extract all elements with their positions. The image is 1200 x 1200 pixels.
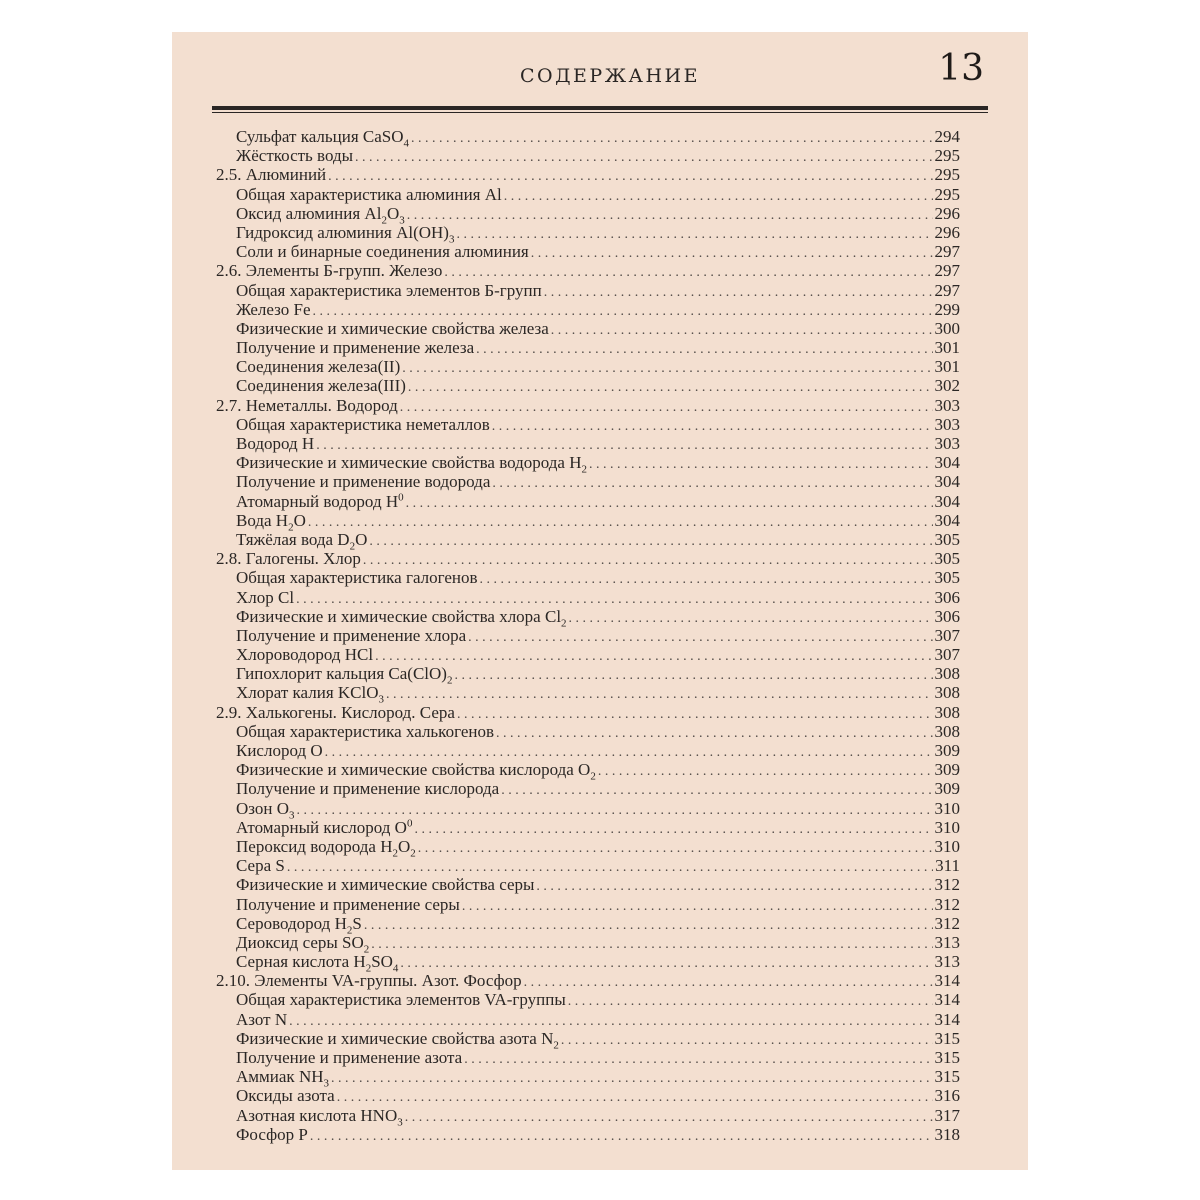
toc-page-number: 308 — [934, 721, 960, 741]
toc-entry-title — [236, 242, 529, 261]
dot-leader — [454, 666, 932, 685]
title-text: Получение и применение азота — [236, 1048, 463, 1067]
header-rule-thick — [212, 106, 988, 110]
dot-leader — [492, 474, 932, 493]
toc-entry — [216, 453, 960, 476]
subscript: 2 — [581, 463, 588, 476]
toc-entry-title — [236, 798, 295, 821]
subscript: 4 — [403, 137, 410, 150]
title-text: Водород H — [236, 434, 315, 453]
toc-entry-title — [236, 319, 549, 338]
title-text: Оксид алюминия Al — [236, 203, 382, 223]
toc-page-number: 294 — [934, 127, 960, 146]
toc-page-number: 314 — [934, 971, 960, 991]
toc-page-number: 304 — [934, 453, 960, 473]
toc-entry — [216, 722, 960, 741]
title-text: Атомарный кислород O — [236, 817, 407, 837]
toc-entry-title — [216, 261, 442, 280]
toc-page-number: 311 — [935, 856, 960, 876]
dot-leader — [406, 494, 933, 513]
dot-leader — [369, 532, 932, 551]
toc-page-number: 318 — [934, 1124, 960, 1144]
toc-entry — [216, 1105, 960, 1128]
toc-entry-title — [236, 741, 323, 760]
toc-entry — [216, 242, 960, 261]
subscript: 2 — [590, 770, 596, 783]
dot-leader — [411, 129, 932, 148]
toc-entry-title — [236, 434, 314, 453]
toc-entry — [216, 281, 960, 300]
toc-entry — [216, 1028, 960, 1052]
toc-page-number: 305 — [934, 549, 960, 569]
toc-entry — [216, 952, 960, 975]
toc-entry-title — [236, 932, 370, 956]
toc-page-number: 297 — [934, 280, 960, 300]
toc-entry-title — [236, 990, 566, 1009]
dot-leader — [414, 820, 932, 839]
dot-leader — [551, 321, 933, 340]
dot-leader — [355, 148, 932, 167]
toc-entry-title — [236, 529, 368, 553]
title-text: Хлорат калия KClO — [236, 683, 379, 703]
toc-entry — [216, 300, 960, 319]
toc-page-number: 309 — [934, 779, 960, 799]
title-text: 2.7. Неметаллы. Водород — [216, 395, 398, 415]
title-text: SO — [371, 952, 393, 972]
title-text: Общая характеристика неметаллов — [236, 414, 490, 434]
toc-entry-title — [236, 203, 405, 227]
toc-entry-title — [236, 127, 410, 150]
toc-section-heading — [216, 165, 960, 184]
toc-entry — [216, 338, 960, 357]
title-text: Общая характеристика элементов VA-группы — [236, 990, 566, 1010]
toc-entry-title — [236, 1048, 462, 1067]
title-text: 2.8. Галогены. Хлор — [216, 549, 361, 569]
toc-page-number: 316 — [934, 1086, 960, 1106]
toc-entry — [216, 146, 960, 165]
book-page — [172, 32, 1028, 1170]
toc-page-number: 301 — [934, 338, 960, 358]
title-text: Физические и химические свойства водорода H — [236, 453, 582, 473]
subscript: 2 — [410, 847, 416, 860]
title-text: O — [293, 510, 306, 530]
subscript: 2 — [346, 924, 353, 937]
title-text: 2.10. Элементы VA-группы. Азот. Фосфор — [216, 971, 522, 991]
toc-entry-title — [236, 492, 404, 511]
toc-entry-title — [236, 1010, 287, 1029]
title-text: Диоксид серы SO — [236, 932, 364, 952]
toc-page-number: 304 — [934, 510, 960, 530]
superscript: 0 — [398, 490, 404, 503]
toc-entry — [216, 932, 960, 956]
toc-page-number: 295 — [934, 165, 960, 185]
toc-page-number: 306 — [934, 587, 960, 607]
toc-entry-title — [216, 971, 522, 990]
title-text: O — [386, 203, 400, 223]
toc-page-number: 310 — [934, 798, 960, 818]
toc-entry — [216, 683, 960, 706]
dot-leader — [407, 206, 933, 225]
page-number: 13 — [938, 48, 984, 89]
toc-entry — [216, 836, 960, 860]
title-text: Гидроксид алюминия Al(OH) — [236, 222, 449, 242]
dot-leader — [310, 1127, 933, 1146]
title-text: Общая характеристика алюминия Al — [236, 184, 502, 204]
toc-page-number: 312 — [934, 875, 960, 895]
toc-entry-title — [236, 779, 499, 798]
dot-leader — [524, 973, 933, 992]
toc-page-number: 313 — [934, 932, 960, 952]
subscript: 2 — [561, 617, 567, 630]
dot-leader — [568, 992, 933, 1011]
toc-page-number: 305 — [934, 529, 960, 549]
toc-entry — [216, 913, 960, 937]
toc-entry — [216, 529, 960, 553]
toc-entry — [216, 1067, 960, 1090]
title-text: Хлор Cl — [236, 587, 295, 607]
toc-page-number: 315 — [934, 1028, 960, 1048]
dot-leader — [476, 340, 932, 359]
title-text: 2.6. Элементы Б-групп. Железо — [216, 261, 443, 281]
title-text: O — [398, 836, 411, 856]
toc-entry — [216, 588, 960, 607]
toc-entry — [216, 127, 960, 150]
dot-leader — [337, 1088, 933, 1107]
dot-leader — [589, 455, 932, 474]
toc-page-number: 304 — [934, 472, 960, 492]
toc-page-number: 296 — [934, 203, 960, 223]
toc-page-number: 306 — [934, 606, 960, 626]
dot-leader — [364, 916, 933, 935]
title-text: Серная кислота H — [236, 952, 366, 972]
header-rule-thin — [212, 112, 988, 113]
title-text: Оксиды азота — [236, 1086, 335, 1106]
toc-entry-title — [236, 588, 294, 607]
toc-entry — [216, 319, 960, 338]
toc-entry-title — [236, 722, 494, 741]
toc-entry-title — [236, 415, 490, 434]
dot-leader — [418, 839, 933, 858]
title-text: Физические и химические свойства серы — [236, 875, 535, 895]
toc-entry-title — [236, 836, 416, 860]
toc-entry-title — [236, 875, 534, 894]
toc-page-number: 310 — [934, 817, 960, 837]
title-text: Фосфор P — [236, 1124, 308, 1144]
title-text: Сероводород H — [236, 913, 347, 933]
title-text: 2.5. Алюминий — [216, 165, 327, 185]
toc-entry — [216, 1010, 960, 1029]
toc-entry — [216, 818, 960, 837]
title-text: Хлороводород HCl — [236, 645, 374, 665]
title-text: O — [355, 529, 368, 549]
toc-entry-title — [236, 645, 373, 664]
title-text: Аммиак NH — [236, 1067, 324, 1087]
toc-entry-title — [236, 281, 542, 300]
title-text: Получение и применение серы — [236, 894, 460, 914]
dot-leader — [544, 283, 933, 302]
toc-page-number: 300 — [934, 318, 960, 338]
toc-entry-title — [236, 683, 385, 706]
toc-entry-title — [236, 222, 455, 246]
toc-entry-title — [236, 1105, 403, 1128]
toc-page-number: 308 — [934, 664, 960, 684]
toc-page-number: 297 — [934, 261, 960, 281]
toc-page-number: 303 — [934, 434, 960, 453]
dot-leader — [536, 877, 932, 896]
toc-page-number: 314 — [934, 990, 960, 1010]
subscript: 3 — [448, 233, 455, 246]
toc-entry — [216, 895, 960, 914]
toc-entry-title — [236, 952, 399, 975]
title-text: Получение и применение хлора — [236, 625, 467, 645]
toc-entry-title — [236, 568, 478, 587]
title-text: Соли и бинарные соединения алюминия — [236, 242, 529, 262]
title-text: Общая характеристика халькогенов — [236, 721, 494, 741]
toc-page-number: 312 — [934, 913, 960, 933]
subscript: 3 — [378, 693, 385, 706]
title-text: Вода H — [236, 510, 289, 530]
subscript: 2 — [349, 540, 356, 553]
toc-page-number: 302 — [934, 376, 960, 396]
toc-page-number: 304 — [934, 491, 960, 511]
toc-entry — [216, 760, 960, 783]
toc-entry — [216, 415, 960, 434]
title-text: Сера S — [236, 856, 285, 876]
toc-entry-title — [216, 549, 361, 568]
toc-page-number: 295 — [934, 184, 960, 204]
dot-leader — [501, 781, 932, 800]
dot-leader — [468, 628, 932, 647]
dot-leader — [561, 1031, 933, 1050]
toc-entry-title — [216, 165, 326, 184]
title-text: Физические и химические свойства кислорода O — [236, 760, 591, 780]
toc-entry-title — [236, 664, 453, 687]
title-text: Гипохлорит кальция Ca(ClO) — [236, 664, 447, 684]
dot-leader — [492, 417, 933, 436]
dot-leader — [308, 513, 933, 532]
toc-entry — [216, 376, 960, 395]
toc-entry-title — [216, 703, 455, 722]
title-text: Физические и химические свойства хлора Cl — [236, 606, 562, 626]
toc-page-number: 303 — [934, 395, 960, 415]
toc-entry — [216, 1048, 960, 1067]
title-text: 2.9. Халькогены. Кислород. Сера — [216, 702, 455, 722]
toc-page-number: 297 — [934, 242, 960, 262]
toc-entry-title — [236, 895, 460, 914]
toc-page-number: 310 — [934, 836, 960, 856]
title-text: Озон O — [236, 798, 290, 818]
toc-entry-title — [236, 453, 588, 476]
title-text: Общая характеристика элементов Б-групп — [236, 280, 542, 300]
subscript: 2 — [381, 214, 387, 227]
toc-page-number: 296 — [934, 222, 960, 242]
toc-entry-title — [236, 1125, 308, 1144]
dot-leader — [408, 378, 933, 397]
title-text: Жёсткость воды — [236, 146, 354, 166]
dot-leader — [402, 359, 932, 378]
toc-entry — [216, 1125, 960, 1144]
toc-page-number: 305 — [934, 568, 960, 588]
toc-entry — [216, 645, 960, 664]
toc-entry — [216, 741, 960, 760]
toc-entry — [216, 434, 960, 453]
toc-entry — [216, 203, 960, 227]
toc-page-number: 308 — [934, 702, 960, 722]
toc-entry-title — [236, 376, 406, 395]
toc-page-number: 314 — [934, 1009, 960, 1029]
subscript: 2 — [446, 674, 453, 687]
title-text: Азот N — [236, 1009, 288, 1029]
subscript: 3 — [323, 1077, 329, 1090]
subscript: 3 — [397, 1115, 403, 1128]
title-text: Сульфат кальция CaSO — [236, 127, 404, 146]
toc-entry-title — [236, 338, 474, 357]
dot-leader — [464, 1050, 932, 1069]
table-of-contents — [216, 127, 960, 1144]
subscript: 2 — [365, 962, 372, 975]
toc-page-number: 309 — [934, 760, 960, 780]
title-text: Получение и применение водорода — [236, 472, 491, 492]
toc-entry-title — [236, 300, 311, 319]
toc-page-number: 295 — [934, 146, 960, 166]
toc-section-heading — [216, 261, 960, 280]
title-text: Физические и химические свойства железа — [236, 318, 549, 338]
toc-entry — [216, 875, 960, 894]
dot-leader — [375, 647, 932, 666]
toc-entry-title — [236, 357, 400, 376]
subscript: 3 — [399, 214, 405, 227]
toc-entry — [216, 492, 960, 511]
title-text: S — [352, 913, 362, 933]
toc-entry — [216, 664, 960, 687]
subscript: 2 — [392, 847, 399, 860]
toc-entry — [216, 990, 960, 1009]
subscript: 2 — [553, 1039, 559, 1052]
toc-entry — [216, 626, 960, 645]
toc-entry-title — [236, 510, 306, 534]
toc-entry-title — [236, 185, 502, 204]
title-text: Соединения железа(III) — [236, 376, 406, 396]
toc-page-number: 307 — [934, 625, 960, 645]
dot-leader — [386, 685, 932, 704]
toc-entry-title — [236, 606, 567, 630]
toc-entry-title — [236, 1086, 335, 1105]
toc-entry-title — [216, 396, 398, 415]
toc-entry — [216, 606, 960, 630]
toc-entry — [216, 222, 960, 246]
dot-leader — [371, 935, 932, 954]
title-text: Общая характеристика галогенов — [236, 568, 478, 588]
toc-page-number: 307 — [934, 645, 960, 665]
toc-entry — [216, 779, 960, 798]
dot-leader — [480, 570, 933, 589]
title-text: Железо Fe — [236, 299, 311, 319]
title-text: Тяжёлая вода D — [236, 529, 350, 549]
toc-entry — [216, 856, 960, 875]
dot-leader — [462, 897, 933, 916]
title-text: Получение и применение кислорода — [236, 779, 500, 799]
subscript: 3 — [289, 808, 295, 821]
toc-page-number: 299 — [934, 299, 960, 319]
toc-entry — [216, 568, 960, 587]
title-text: Атомарный водород H — [236, 491, 399, 511]
toc-entry — [216, 185, 960, 204]
toc-entry-title — [236, 146, 353, 165]
subscript: 4 — [392, 962, 399, 975]
superscript: 0 — [406, 817, 413, 830]
toc-section-heading — [216, 396, 960, 415]
toc-page-number: 309 — [934, 741, 960, 760]
toc-entry-title — [236, 472, 490, 491]
toc-page-number: 301 — [934, 357, 960, 377]
toc-entry — [216, 510, 960, 534]
toc-entry-title — [236, 913, 362, 937]
title-text: Соединения железа(II) — [236, 357, 401, 377]
running-head: СОДЕРЖАНИЕ — [520, 65, 700, 87]
toc-page-number: 312 — [934, 894, 960, 914]
dot-leader — [504, 187, 933, 206]
toc-entry — [216, 472, 960, 491]
toc-entry — [216, 357, 960, 376]
toc-entry-title — [236, 1028, 559, 1052]
toc-page-number: 308 — [934, 683, 960, 703]
dot-leader — [405, 1108, 933, 1127]
title-text: Кислород O — [236, 741, 323, 760]
toc-entry-title — [236, 1067, 329, 1090]
title-text: Физические и химические свойства азота N — [236, 1028, 554, 1048]
dot-leader — [531, 244, 933, 263]
toc-entry-title — [236, 626, 466, 645]
toc-section-heading — [216, 549, 960, 568]
dot-leader — [569, 609, 933, 628]
toc-page-number: 315 — [934, 1067, 960, 1087]
toc-entry-title — [236, 760, 596, 783]
toc-entry — [216, 1086, 960, 1105]
toc-page-number: 313 — [934, 952, 960, 972]
toc-entry-title — [236, 818, 412, 837]
dot-leader — [331, 1069, 933, 1088]
toc-page-number: 317 — [934, 1105, 960, 1125]
title-text: Пероксид водорода H — [236, 836, 393, 856]
title-text: Получение и применение железа — [236, 338, 475, 358]
subscript: 2 — [363, 943, 370, 956]
dot-leader — [496, 724, 933, 743]
toc-page-number: 303 — [934, 414, 960, 434]
toc-section-heading — [216, 971, 960, 990]
toc-page-number: 315 — [934, 1048, 960, 1067]
toc-entry-title — [236, 856, 285, 875]
dot-leader — [457, 705, 933, 724]
subscript: 2 — [288, 521, 294, 534]
toc-section-heading — [216, 703, 960, 722]
toc-entry — [216, 798, 960, 821]
title-text: Азотная кислота HNO — [236, 1105, 398, 1125]
dot-leader — [598, 762, 933, 781]
